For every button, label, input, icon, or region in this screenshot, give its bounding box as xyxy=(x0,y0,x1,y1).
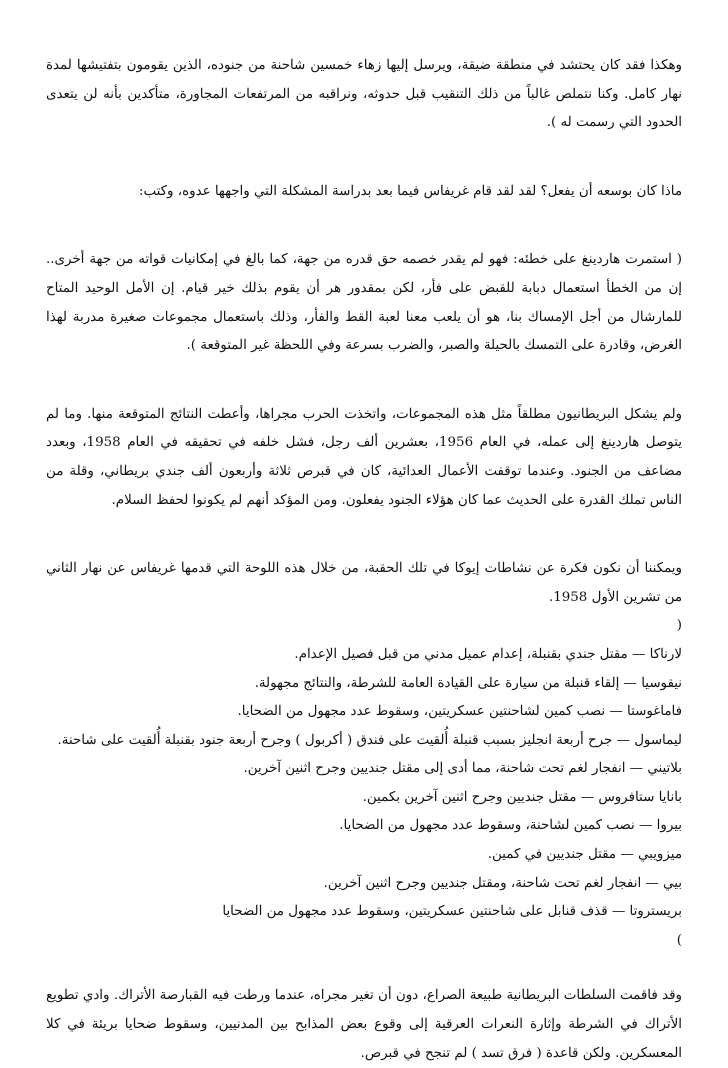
incident-list xyxy=(46,641,682,927)
paragraph-spacer xyxy=(46,515,682,555)
list-close-paren: ) xyxy=(676,932,682,948)
paragraph-5: ويمكننا أن نكون فكرة عن نشاطات إيوكا في تلك الحقبة، من خلال هذه اللوحة التي قدمها غريفاس عن نهار الثاني من تشرين الأول 1958. xyxy=(46,561,682,605)
paragraph-2: ماذا كان بوسعه أن يفعل؟ لقد لقد قام غريفاس فيما بعد بدراسة المشكلة التي واجهها عدوه، وكتب: xyxy=(138,183,682,199)
paragraph-6: وقد فاقمت السلطات البريطانية طبيعة الصراع، دون أن تغير مجراه، عندما ورطت فيه القبارصة الأتراك. وادي تطويع الأتراك في الشرطة وإثارة النعرات العرقية إلى وقوع بعض المذابح بين المدنيين، وسقوط ضحايا بريئة في كلا المعسكرين. ولكن قاعدة ( فرق تسد ) لم تنجح في قبرص. xyxy=(46,988,682,1061)
paragraph-4: ولم يشكل البريطانيون مطلقاً مثل هذه المجموعات، واتخذت الحرب مجراها، وأعطت النتائج المتوقعة منها. وما لم يتوصل هاردينغ إلى عمله، في العام 1956، بعشرين ألف رجل، فشل خلفه في تحقيقه في العام 1958، وبعدد مضاعف من الجنود. وعندما توقفت الأعمال العدائية، كان في قبرص ثلاثة وأربعون ألف جندي بريطاني، وقلة من الناس تملك القدرة على الحديث عما كان هؤلاء الجنود يفعلون. ومن المؤكد أنهم لم يكونوا لحفظ السلام. xyxy=(46,406,682,508)
list-item: بيروا — نصب كمين لشاحنة، وسقوط عدد مجهول من الضحايا. xyxy=(339,818,682,834)
list-item: بيي — انفجار لغم تحت شاحنة، ومقتل جنديين وجرح اثنين آخرين. xyxy=(323,875,682,891)
list-item: بلاتيني — انفجار لغم تحت شاحنة، مما أدى إلى مقتل جنديين وجرح اثنين آخرين. xyxy=(243,761,682,777)
paragraph-spacer xyxy=(46,138,682,178)
list-item: لارناكا — مقتل جندي بقنبلة، إعدام عميل مدني من قبل فصيل الإعدام. xyxy=(294,646,682,662)
list-item: نيقوسيا — إلقاء قنبلة من سيارة على القيادة العامة للشرطة، والنتائج مجهولة. xyxy=(254,675,682,691)
paragraph-spacer xyxy=(46,955,682,982)
list-item: بانايا ستافروس — مقتل جنديين وجرح اثنين آخرين بكمين. xyxy=(362,789,682,805)
paragraph-spacer xyxy=(46,206,682,246)
list-item: فاماغوستا — نصب كمين لشاحنتين عسكريتين، وسقوط عدد مجهول من الضحايا. xyxy=(237,704,682,720)
list-open-paren: ( xyxy=(676,618,682,634)
list-item: بريستروتا — قذف قنابل على شاحنتين عسكريتين، وسقوط عدد مجهول من الضحايا xyxy=(222,904,682,920)
list-item: ميزويبي — مقتل جنديين في كمين. xyxy=(487,847,682,863)
paragraph-1: وهكذا فقد كان يحتشد في منطقة ضيقة، ويرسل إليها زهاء خمسين شاحنة من جنوده، الذين يقومون بتفتيشها لمدة نهار كامل. وكنا نتملص غالباً من ذلك التنقيب قبل حدوثه، ونراقبه من المرتفعات المجاورة، متأكدين بأنه لن يتعدى الحدود التي رسمت له ). xyxy=(46,58,682,131)
list-item: ليماسول — جرح أربعة انجليز بسبب قنبلة أُلقيت على فندق ( أكربول ) وجرح أربعة جنود بقنبلة أُلقيت على شاحنة. xyxy=(57,732,682,748)
paragraph-3-quote: ( استمرت هاردينغ على خطئه: فهو لم يقدر خصمه حق قدره من جهة، كما بالغ في إمكانيات قواته من جهة أخرى.. إن من الخطأ استعمال دبابة للقبض على فأر، لكن بمقدور هر أن يقوم بذلك خير قيام. إن الأمل الوحيد المتاح للمارشال من أجل الإمساك بنا، هو أن يلعب معنا لعبة القط والفأر، وذلك باستعمال مجموعات صغيرة مدربة لهذا الغرض، وقادرة على التمسك بالحيلة والصبر، والضرب بسرعة وفي اللحظة غير المتوقعة ). xyxy=(46,252,682,354)
paragraph-spacer xyxy=(46,361,682,401)
